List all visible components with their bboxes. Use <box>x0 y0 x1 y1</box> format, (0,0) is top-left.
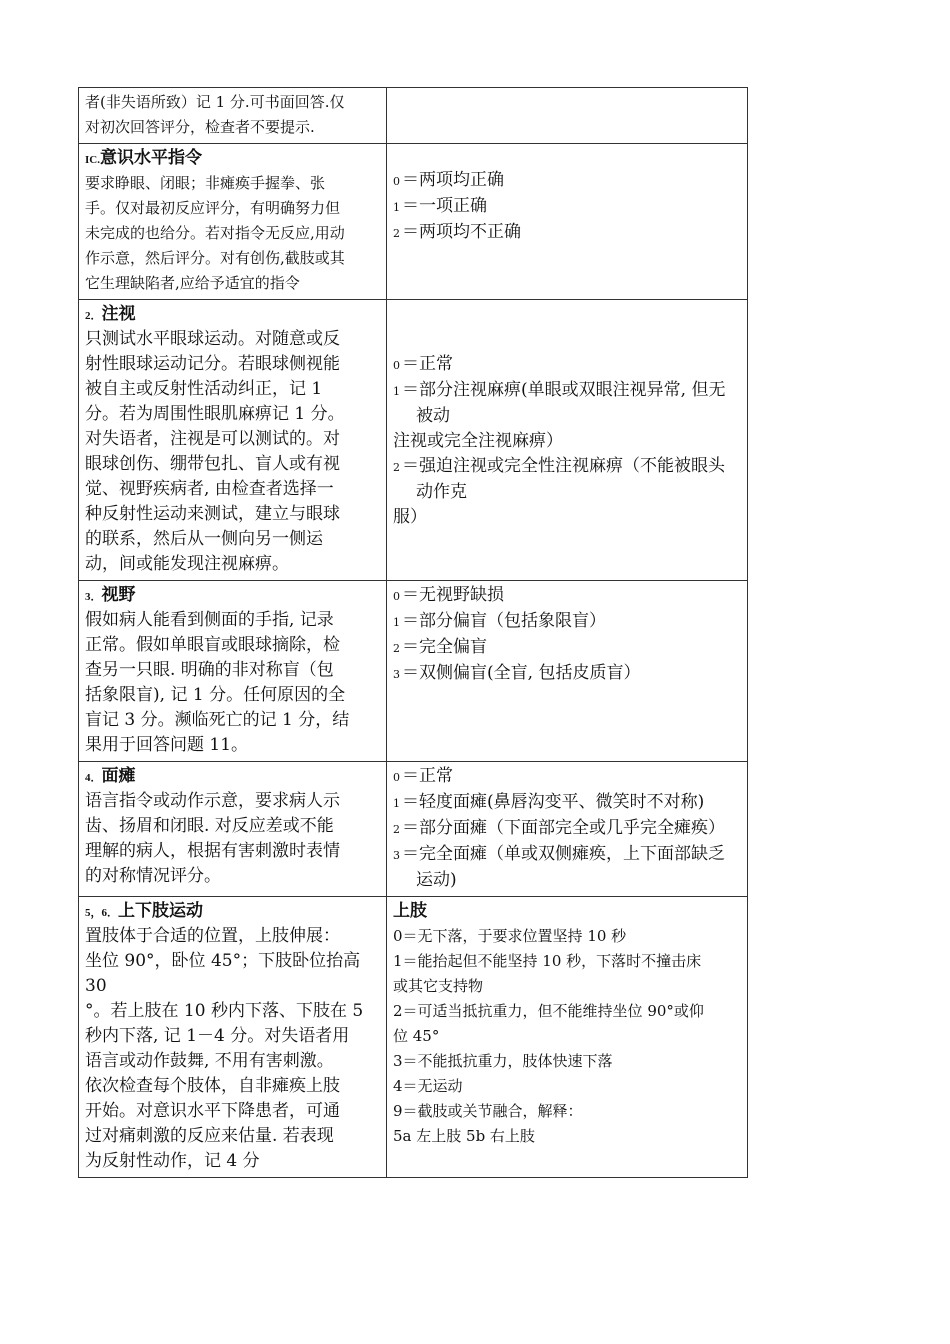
criteria-cell <box>79 581 387 762</box>
score-option-continued: 服） <box>393 507 427 527</box>
score-cell <box>387 762 748 897</box>
score-cell <box>387 88 748 144</box>
score-line: 0＝无下落，于要求位置坚持 10 秒 <box>393 927 627 945</box>
score-option-continued: 注视或完全注视麻痹） <box>393 431 563 451</box>
item-heading <box>85 302 380 327</box>
criteria-line: 要求睁眼、闭眼；非瘫痪手握拳、张 <box>85 174 326 192</box>
score-line: 5a 左上肢 5b 右上肢 <box>393 1127 535 1145</box>
item-number: IC. <box>85 154 100 166</box>
criteria-line: 只测试水平眼球运动。对随意或反 <box>85 329 340 349</box>
item-heading <box>85 583 380 608</box>
score-line: 2＝可适当抵抗重力，但不能维持坐位 90°或仰 <box>393 1002 704 1020</box>
criteria-line: 被自主或反射性活动纠正，记 1 <box>85 379 323 399</box>
score-option: 1 ＝轻度面瘫(鼻唇沟变平、微笑时不对称) <box>393 792 705 812</box>
criteria-line: 盲记 3 分。濒临死亡的记 1 分，结 <box>85 710 350 730</box>
score-option: 1 ＝部分偏盲（包括象限盲） <box>393 611 606 631</box>
score-option: 3 ＝完全面瘫（单或双侧瘫痪，上下面部缺乏运动) <box>393 844 725 890</box>
score-option: 1 ＝一项正确 <box>393 196 487 216</box>
item-heading <box>85 764 380 789</box>
criteria-line: 手。仅对最初反应评分，有明确努力但 <box>85 199 341 217</box>
criteria-cell <box>79 88 387 144</box>
criteria-line: 觉、视野疾病者, 由检查者选择一 <box>85 479 334 499</box>
score-option: 2 ＝两项均不正确 <box>393 222 521 242</box>
item-title: 视野 <box>101 585 136 605</box>
score-option: 0 ＝正常 <box>393 354 453 374</box>
table-row <box>79 581 748 762</box>
criteria-cell <box>79 300 387 581</box>
criteria-line: 动，间或能发现注视麻痹。 <box>85 554 289 574</box>
criteria-line: 括象限盲), 记 1 分。任何原因的全 <box>85 685 346 705</box>
criteria-cell <box>79 762 387 897</box>
score-option: 0 ＝无视野缺损 <box>393 585 504 605</box>
item-number: 2． <box>85 310 102 322</box>
score-cell <box>387 581 748 762</box>
criteria-line: 对失语者，注视是可以测试的。对 <box>85 429 340 449</box>
table-row <box>79 300 748 581</box>
table-row <box>79 144 748 300</box>
item-title: 上下肢运动 <box>118 901 203 921</box>
item-heading <box>85 899 380 924</box>
criteria-cell <box>79 897 387 1178</box>
score-cell <box>387 897 748 1178</box>
criteria-line: 假如病人能看到侧面的手指, 记录 <box>85 610 334 630</box>
criteria-line: 语言或动作鼓舞, 不用有害刺激。 <box>85 1051 334 1071</box>
criteria-line: 过对痛刺激的反应来估量. 若表现 <box>85 1126 334 1146</box>
criteria-line: 依次检查每个肢体，自非瘫痪上肢 <box>85 1076 340 1096</box>
criteria-line: 未完成的也给分。若对指令无反应,用动 <box>85 224 345 242</box>
score-line: 3＝不能抵抗重力，肢体快速下落 <box>393 1052 613 1070</box>
score-option: 0 ＝两项均正确 <box>393 170 504 190</box>
item-title: 注视 <box>101 304 136 324</box>
criteria-line: 种反射性运动来测试，建立与眼球 <box>85 504 340 524</box>
nihss-scale-table <box>78 87 748 1178</box>
criteria-line: 对初次回答评分，检查者不要提示. <box>85 118 315 136</box>
item-title: 面瘫 <box>101 766 136 786</box>
score-line: 4＝无运动 <box>393 1077 463 1095</box>
criteria-cell <box>79 144 387 300</box>
criteria-line: 射性眼球运动记分。若眼球侧视能 <box>85 354 340 374</box>
criteria-line: 的联系，然后从一侧向另一侧运 <box>85 529 323 549</box>
criteria-line: 为反射性动作，记 4 分 <box>85 1151 260 1171</box>
criteria-line: 秒内下落, 记 1－4 分。对失语者用 <box>85 1026 350 1046</box>
score-cell <box>387 144 748 300</box>
item-title: 意识水平指令 <box>99 148 202 168</box>
table-row <box>79 88 748 144</box>
score-line: 1＝能抬起但不能坚持 10 秒，下落时不撞击床 <box>393 952 702 970</box>
limb-heading: 上肢 <box>393 901 427 921</box>
score-line: 或其它支持物 <box>393 977 484 995</box>
score-line: 9＝截肢或关节融合，解释： <box>393 1102 583 1120</box>
table-row <box>79 897 748 1178</box>
score-cell <box>387 300 748 581</box>
score-line: 位 45° <box>393 1027 440 1045</box>
criteria-line: 语言指令或动作示意，要求病人示 <box>85 791 340 811</box>
criteria-line: 理解的病人，根据有害刺激时表情 <box>85 841 340 861</box>
criteria-line: °。若上肢在 10 秒内下落、下肢在 5 <box>85 1001 364 1021</box>
criteria-line: 的对称情况评分。 <box>85 866 221 886</box>
item-heading <box>85 146 380 171</box>
score-option: 0 ＝正常 <box>393 766 453 786</box>
criteria-line: 眼球创伤、绷带包扎、盲人或有视 <box>85 454 340 474</box>
criteria-line: 开始。对意识水平下降患者，可通 <box>85 1101 340 1121</box>
criteria-line: 查另一只眼. 明确的非对称盲（包 <box>85 660 334 680</box>
item-number: 5，6． <box>85 907 118 919</box>
score-option: 2 ＝部分面瘫（下面部完全或几乎完全瘫痪） <box>393 818 725 838</box>
score-option: 2 ＝强迫注视或完全性注视麻痹（不能被眼头动作克 <box>393 456 725 502</box>
criteria-line: 正常。假如单眼盲或眼球摘除，检 <box>85 635 340 655</box>
item-number: 3． <box>85 591 102 603</box>
score-option: 3 ＝双侧偏盲(全盲, 包括皮质盲） <box>393 663 641 683</box>
item-number: 4． <box>85 772 102 784</box>
criteria-line: 坐位 90°，卧位 45°；下肢卧位抬高 30 <box>85 951 361 996</box>
criteria-line: 齿、扬眉和闭眼. 对反应差或不能 <box>85 816 334 836</box>
criteria-line: 它生理缺陷者,应给予适宜的指令 <box>85 274 300 292</box>
criteria-line: 果用于回答问题 11。 <box>85 735 249 755</box>
score-option: 1 ＝部分注视麻痹(单眼或双眼注视异常, 但无被动 <box>393 380 726 426</box>
criteria-line: 者(非失语所致）记 1 分.可书面回答.仅 <box>85 93 345 111</box>
score-option: 2 ＝完全偏盲 <box>393 637 487 657</box>
table-row <box>79 762 748 897</box>
criteria-line: 作示意，然后评分。对有创伤,截肢或其 <box>85 249 345 267</box>
criteria-line: 分。若为周围性眼肌麻痹记 1 分。 <box>85 404 345 424</box>
criteria-line: 置肢体于合适的位置，上肢伸展： <box>85 926 340 946</box>
